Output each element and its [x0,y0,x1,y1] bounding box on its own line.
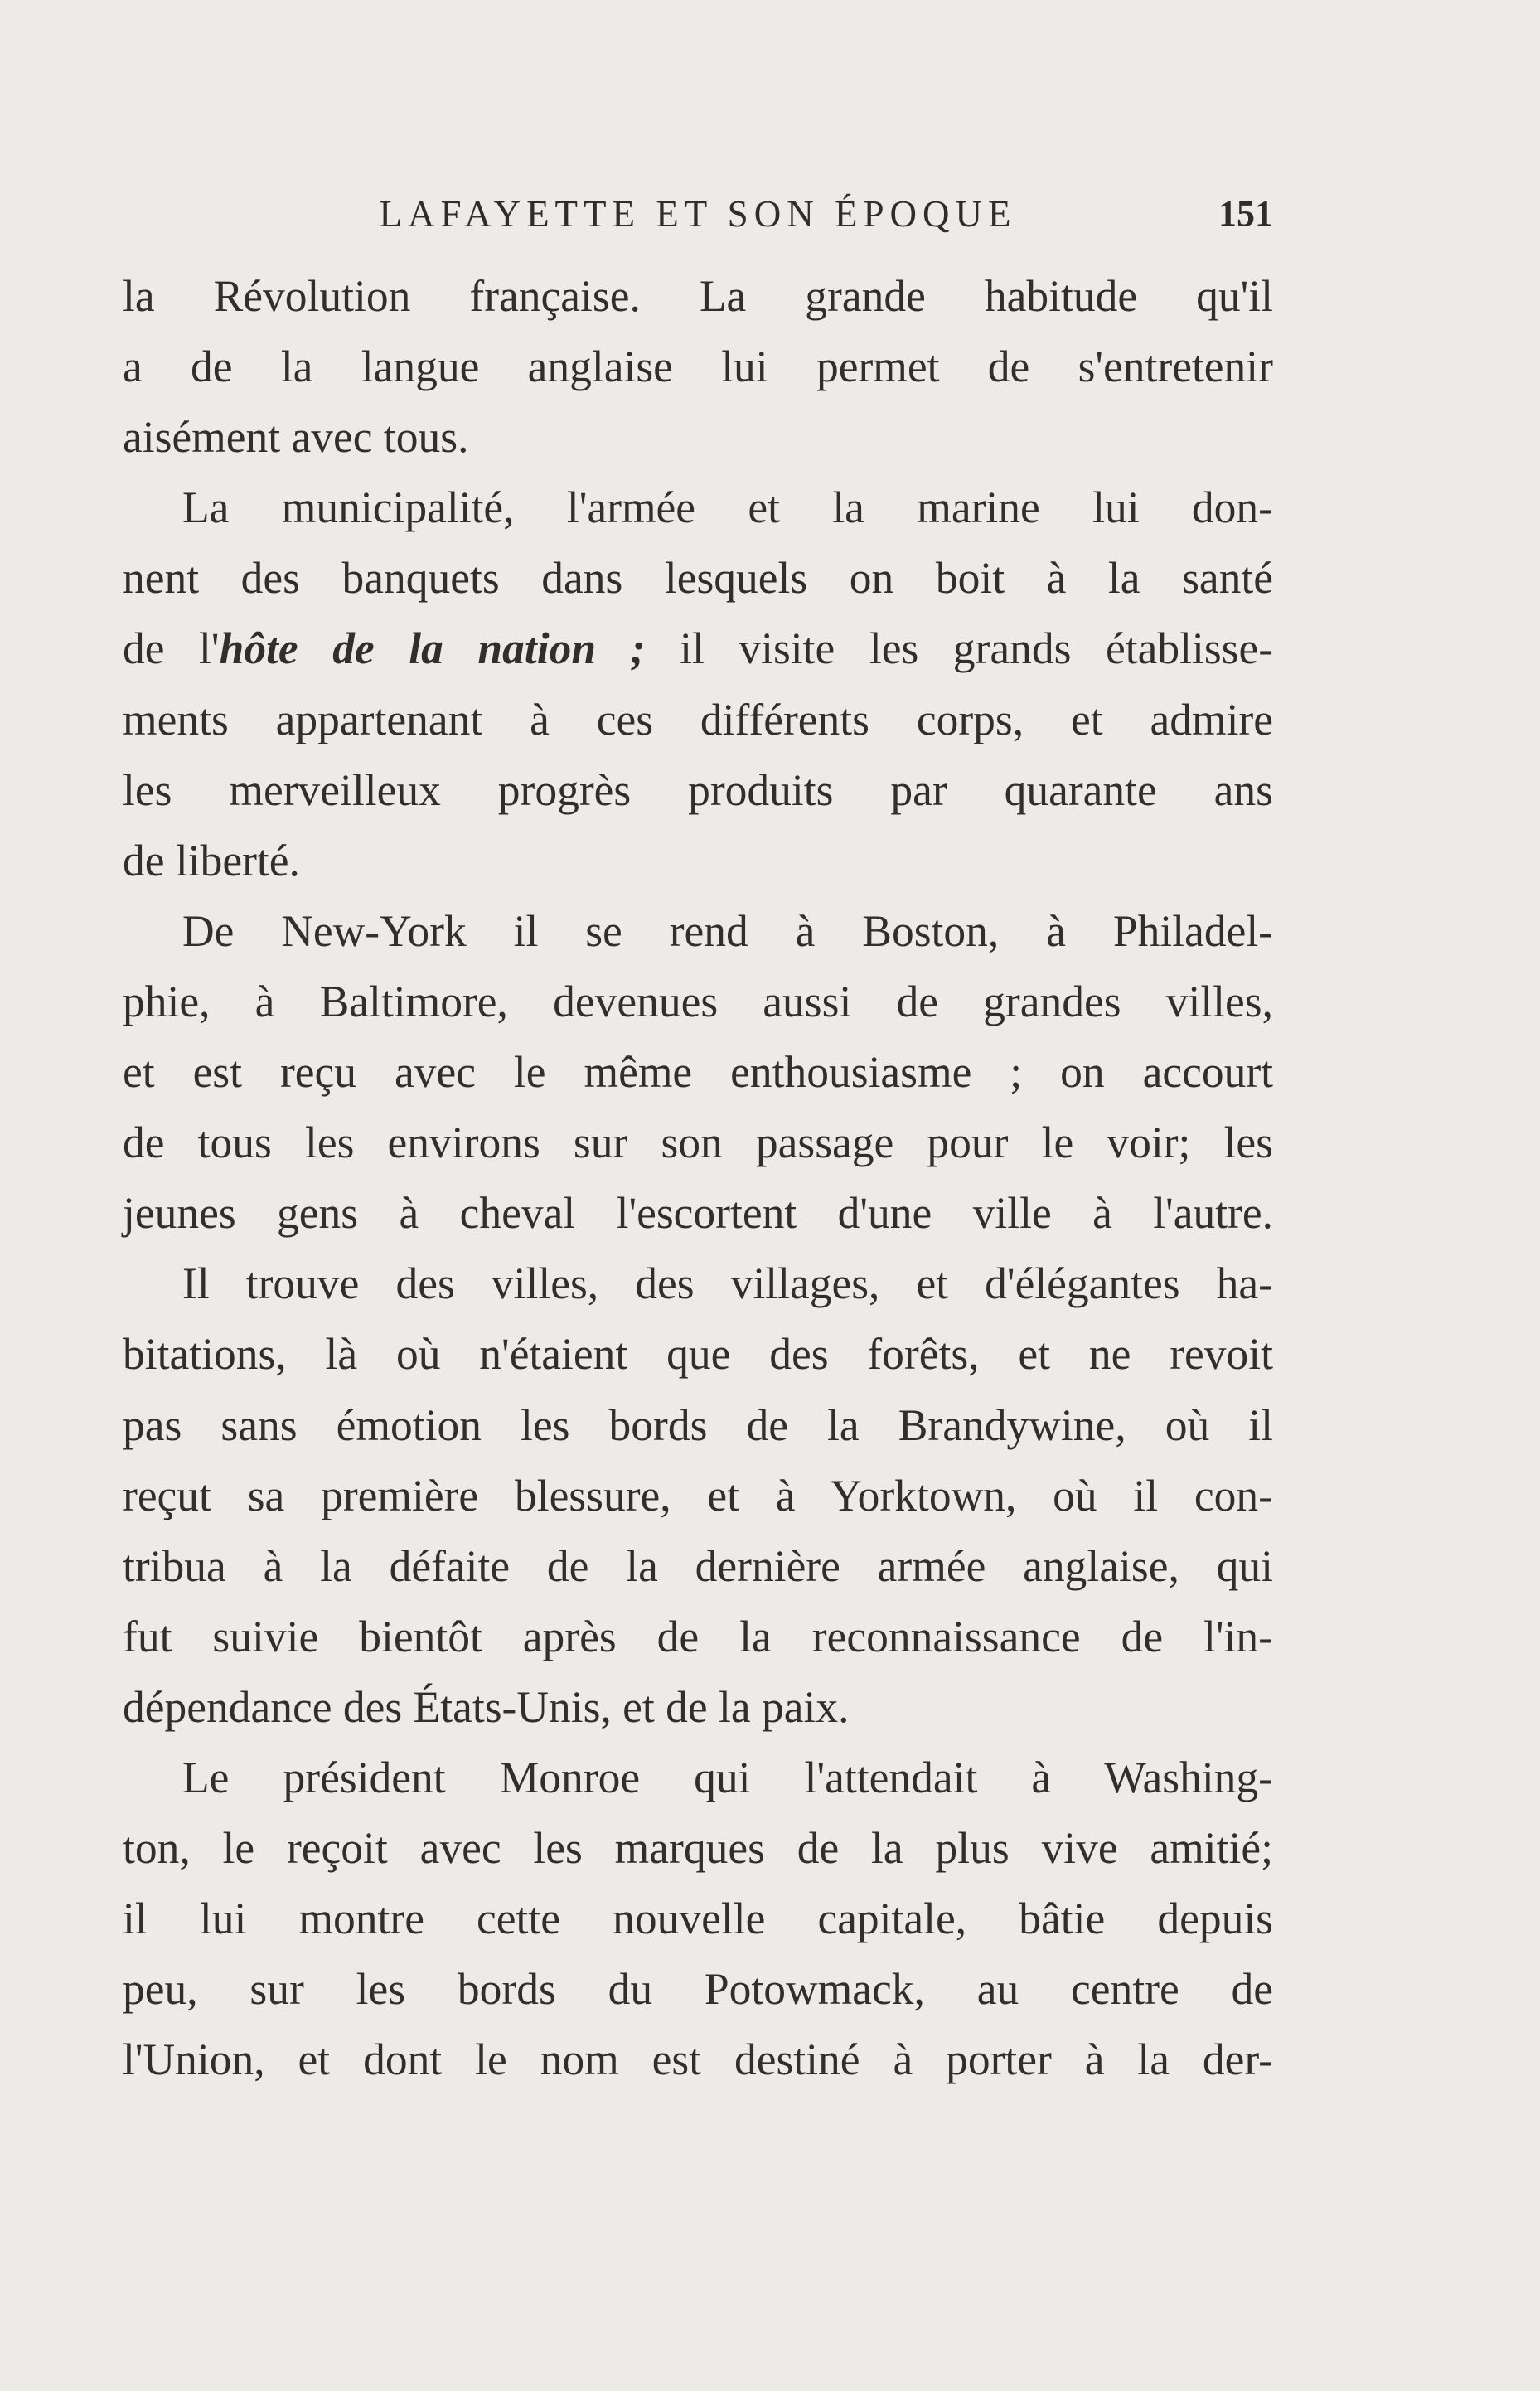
text-line: tribua à la défaite de la dernière armée anglaise, qui [123,1540,1273,1591]
text-line: bitations, là où n'étaient que des forêts, et ne revoit [123,1329,1273,1380]
text-segment: de l' [123,623,220,674]
text-line: reçut sa première blessure, et à Yorktown, où il con- [123,1470,1273,1520]
text-line [123,614,1273,684]
text-line: De New-York il se rend à Boston, à Philadel- [182,905,1273,956]
text-line: La municipalité, l'armée et la marine lui don- [182,483,1273,533]
text-line: Le président Monroe qui l'attendait à Washing- [182,1752,1273,1802]
text-segment: il visite les grands établisse- [645,623,1274,674]
text-line: a de la langue anglaise lui permet de s'entretenir [123,342,1273,392]
text-line: aisément avec tous. [123,412,469,463]
page-number: 151 [1218,193,1273,234]
text-line: Il trouve des villes, des villages, et d'élégantes ha- [182,1259,1273,1309]
text-line: l'Union, et dont le nom est destiné à porter à la der- [123,2035,1273,2085]
text-line: ton, le reçoit avec les marques de la plus vive amitié; [123,1823,1273,1874]
text-line: phie, à Baltimore, devenues aussi de grandes villes, [123,976,1273,1026]
text-line: de tous les environs sur son passage pour le voir; les [123,1118,1273,1168]
text-line: la Révolution française. La grande habitude qu'il [123,271,1273,321]
page-header [123,189,1273,239]
text-line: fut suivie bientôt après de la reconnaissance de l'in- [123,1611,1273,1661]
text-line: dépendance des États-Unis, et de la paix. [123,1681,850,1732]
text-line: pas sans émotion les bords de la Brandywine, où il [123,1399,1273,1450]
text-line: de liberté. [123,835,300,885]
text-line: il lui montre cette nouvelle capitale, bâtie depuis [123,1894,1273,1944]
running-title: LAFAYETTE ET SON ÉPOQUE [379,193,1017,235]
italic-phrase: hôte de la nation ; [219,623,646,674]
body-text [123,261,1273,2095]
text-line: jeunes gens à cheval l'escortent d'une ville à l'autre. [123,1188,1273,1239]
text-line: nent des banquets dans lesquels on boit à la santé [123,553,1273,604]
text-line: peu, sur les bords du Potowmack, au centre de [123,1964,1273,2015]
text-line: ments appartenant à ces différents corps, et admire [123,694,1273,744]
text-line: et est reçu avec le même enthousiasme ; on accourt [123,1047,1273,1098]
text-line: les merveilleux progrès produits par quarante ans [123,764,1273,815]
